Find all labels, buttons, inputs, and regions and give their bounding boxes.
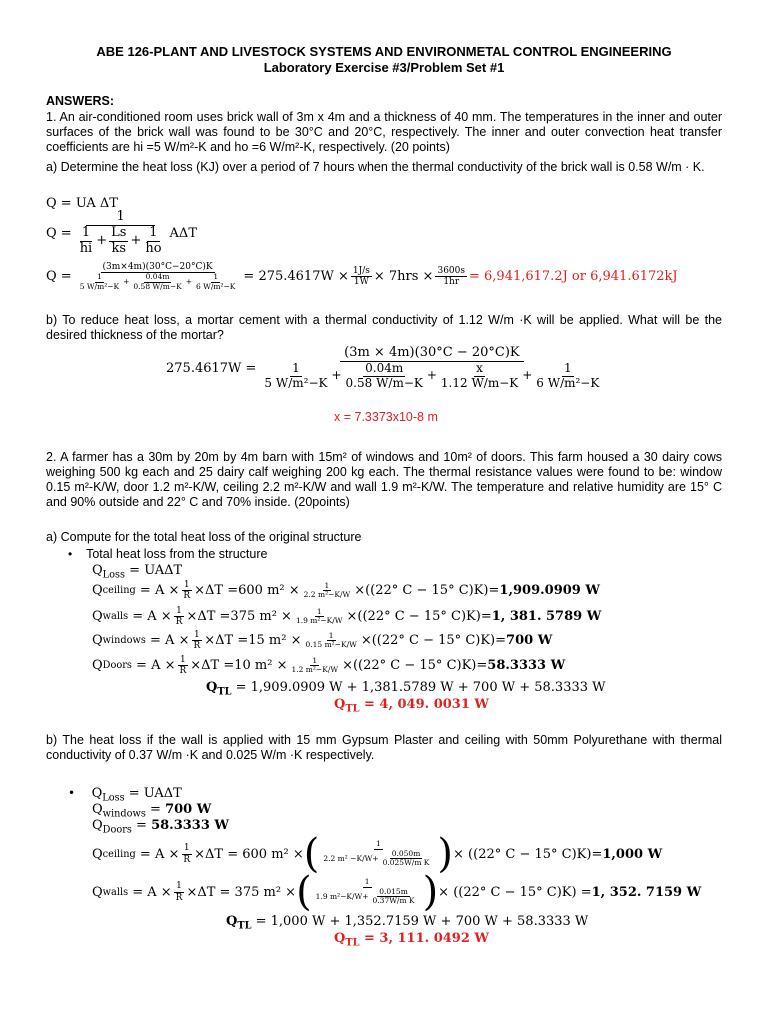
problem-2-statement: 2. A farmer has a 30m by 20m by 4m barn with 15m² of windows and 10m² of doors. This farm housed a 30 dairy cows weighing 500 kg each and 25 dairy calf weighing 200 kg each. The thermal resistance values were found to be: window 0.15 m²-K/W, door 1.2 m²-K/W, ceiling 2.2 m²-K/W and wall 1.9 m²-K/W. The temperature and relative humidity are 15° C and 90% outside and 22° C and 70% inside. (20points) — [46, 450, 722, 509]
problem-1-part-a: a) Determine the heat loss (KJ) over a period of 7 hours when the thermal conductivity of the brick wall is 0.58 W/m · K. — [46, 160, 705, 174]
b-q-ceiling-equation: Q ceiling = A × $\frac{1}{R}$ ×ΔT = 600 m² × ( 1 2.2 m² −K/W+ $\frac{0.050m}{\text{0.025W/m K}}$ ) × ((22° C − 15° C)K)= 1,000 W — [92, 831, 663, 877]
b-q-doors: $Q_{Doors} = 58.3333$ W — [92, 818, 230, 836]
eq-rhs: AΔT — [169, 225, 197, 241]
b-q-total-sum: $Q_{TL} = 1,000$ W + 1,352.7159 W + 700 W + 58.3333 W — [226, 914, 589, 932]
b-q-windows: $Q_{windows} = 700$ W — [92, 802, 212, 820]
eq-lhs: Q = — [46, 225, 72, 241]
problem-1-part-b: b) To reduce heat loss, a mortar cement with a thermal conductivity of 1.12 W/m ·K will be applied. What will be the desired thickness of the mortar? — [46, 313, 722, 342]
q-windows-equation: Q windows = A × $\frac{1}{R}$ ×ΔT = 15 m² × $\frac{1}{\text{0.15 m²−K/W}}$ × ((22° C − 15° C)K) = 700 W — [92, 630, 553, 652]
document-subtitle: Laboratory Exercise #3/Problem Set #1 — [263, 60, 505, 75]
equation-q-uadt: Q = UA ΔT — [46, 196, 118, 211]
q-walls-equation: Q walls = A × $\frac{1}{R}$ ×ΔT = 375 m² × $\frac{1}{\text{1.9 m²−K/W}}$ × ((22° C − 15° C)K) = 1, 381. 5789 W — [92, 606, 602, 628]
equation-mortar: 275.4617W = (3m × 4m)(30°C − 20°C)K $\frac{1}{\text{5 W/m²−K}}$ + $\frac{0.04m}{0.58 W/m-K}$ + $\frac{x}{1.12 W/m-K}$ + $\frac{1}{\text{6 W/m²−K}}$ — [166, 345, 600, 390]
heat-loss-result: = 6,941,617.2J or 6,941.6172kJ — [469, 269, 678, 285]
q-total-sum: $Q_{TL} = 1,909.0909$ W + 1,381.5789 W + 700 W + 58.3333 W — [206, 680, 606, 698]
problem-2-part-b: b) The heat loss if the wall is applied with 15 mm Gypsum Plaster and ceiling with 50mm Polyurethane with thermal conductivity of 0.37 W/m ·K and 0.025 W/m ·K respectively. — [46, 733, 722, 762]
equation-q-resistance — [46, 210, 197, 257]
problem-1-statement: 1. An air-conditioned room uses brick wall of 3m x 4m and a thickness of 40 mm. The temperatures in the inner and outer surfaces of the brick wall was found to be 30°C and 20°C, respectively. The inner and outer convection heat transfer coefficients are hi =5 W/m²-K and ho =6 W/m²-K, respectively. (20 points) — [46, 110, 722, 154]
joule-per-watt-fraction: $\frac{1J/s}{1W}$ — [352, 265, 370, 288]
bullet-total-heat-loss: • Total heat loss from the structure — [68, 547, 268, 561]
seconds-per-hour-fraction: $\frac{3600s}{1hr}$ — [437, 265, 465, 288]
resistance-fraction: 1 $\frac{1}{hi}$ + $\frac{Ls}{ks}$ + $\frac{1}{ho}$ — [79, 209, 162, 256]
q-ceiling-equation: Q ceiling = A × $\frac{1}{R}$ ×ΔT = 600 m² × $\frac{1}{\text{2.2 m²−K/W}}$ × ((22° C − 15° C)K) = 1,909.0909 W — [92, 580, 600, 602]
b-q-loss: • $Q_{Loss} = UA\Delta T$ — [68, 786, 182, 804]
b-q-walls-equation: Q walls = A × $\frac{1}{R}$ ×ΔT = 375 m² × ( 1 1.9 m²−K/W+ $\frac{0.015m}{\text{0.37W/m K}}$ ) × ((22° C − 15° C)K) = 1, 352. 7159 W — [92, 869, 702, 915]
mortar-thickness-result: x = 7.3373x10-8 m — [334, 410, 438, 424]
b-q-total-result: $Q_{TL} = 3$, 111. 0492 W — [334, 931, 489, 949]
equation-q-numeric: Q = (3m×4m)(30°C−20°C)K $\frac{1}{\text{5 W/m²−K}}$ + $\frac{0.04m}{0.58 W/m-K}$ + $\frac{1}{\text{6 W/m²−K}}$ = 275.4617W × $\frac{1J/s}{1W}$ × 7hrs × $\frac{3600s}{1hr}$ = 6,941,617.2J or 6,941.6172kJ — [46, 262, 678, 291]
answers-label: ANSWERS: — [46, 94, 115, 108]
q-total-result: $Q_{TL} = 4$, 049. 0031 W — [334, 697, 489, 715]
q-loss-equation: $Q_{Loss} = UA\Delta T$ — [92, 563, 183, 581]
q-doors-equation: Q Doors = A × $\frac{1}{R}$ ×ΔT = 10 m² × $\frac{1}{\text{1.2 m²−K/W}}$ × ((22° C − 15° C)K) = 58.3333 W — [92, 655, 566, 677]
document-title: ABE 126-PLANT AND LIVESTOCK SYSTEMS AND ENVIRONMETAL CONTROL ENGINEERING — [96, 44, 672, 59]
problem-2-part-a: a) Compute for the total heat loss of the original structure — [46, 530, 362, 544]
numeric-fraction: (3m×4m)(30°C−20°C)K $\frac{1}{\text{5 W/m²−K}}$ + $\frac{0.04m}{0.58 W/m-K}$ + $\frac{1}{\text{6 W/m²−K}}$ — [79, 262, 236, 291]
